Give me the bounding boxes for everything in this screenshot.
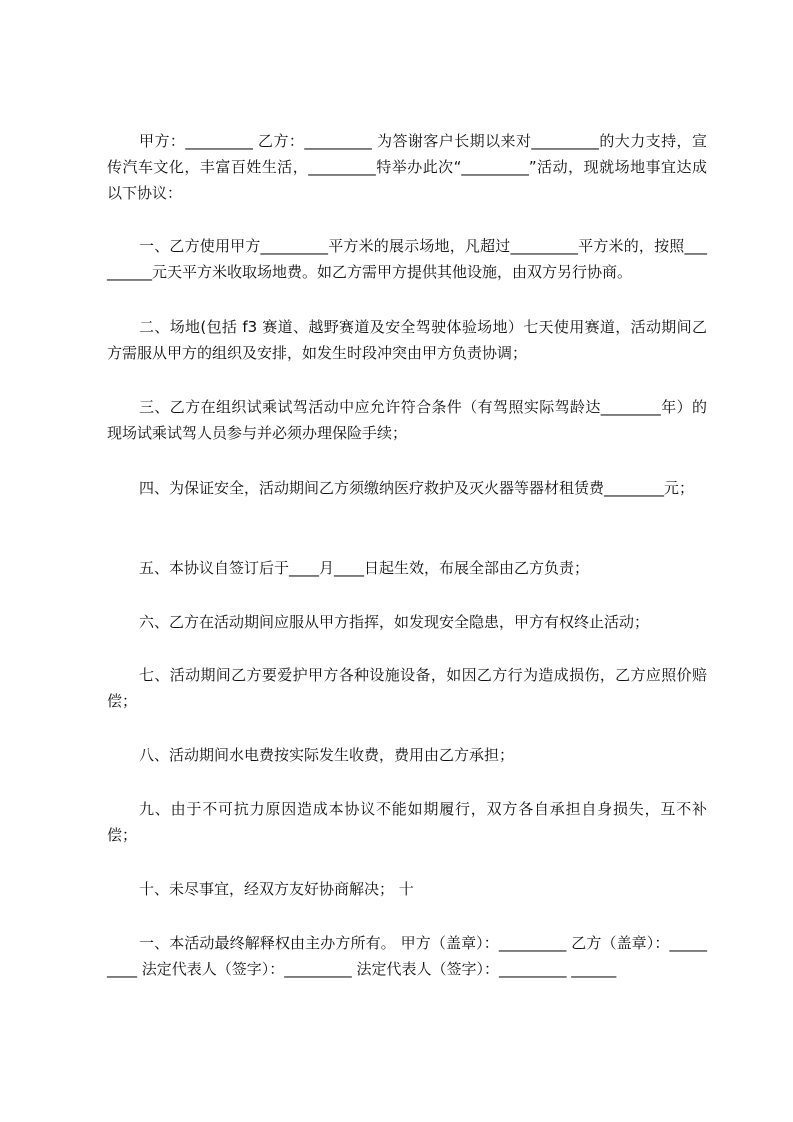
clause-1-paragraph: 一、乙方使用甲方_________平方米的展示场地，凡超过_________平方米的，按照_________元天平方米收取场地费。如乙方需甲方提供其他设施，由双方另行协商。 (107, 237, 707, 281)
clause-4-paragraph: 四、为保证安全，活动期间乙方须缴纳医疗救护及灭火器等器材租赁费________元； (139, 479, 695, 497)
clause-9-paragraph: 九、由于不可抗力原因造成本协议不能如期履行，双方各自承担自身损失，互不补偿； (107, 800, 707, 844)
clause-6-paragraph: 六、乙方在活动期间应服从甲方指挥，如发现安全隐患，甲方有权终止活动； (139, 613, 650, 631)
clause-7-paragraph: 七、活动期间乙方要爱护甲方各种设施设备，如因乙方行为造成损伤，乙方应照价赔偿； (107, 666, 707, 710)
clause-10-paragraph: 十、未尽事宜，经双方友好协商解决； 十 (139, 880, 414, 898)
final-clause-signature-paragraph: 一、本活动最终解释权由主办方所有。 甲方（盖章）：_________ 乙方（盖章）：_________ 法定代表人（签字）：_________ 法定代表人（签字）：_________ ______ (107, 934, 707, 978)
clause-2-paragraph: 二、场地(包括 f3 赛道、越野赛道及安全驾驶体验场地）七天使用赛道，活动期间乙方需服从甲方的组织及安排，如发生时段冲突由甲方负责协调； (107, 318, 707, 362)
preamble-paragraph: 甲方：_________ 乙方：_________ 为答谢客户长期以来对_________的大力支持，宣传汽车文化，丰富百姓生活，_________特举办此次“_________”活动，现就场地事宜达成以下协议： (107, 132, 707, 202)
clause-5-paragraph: 五、本协议自签订后于____月____日起生效，布展全部由乙方负责； (139, 559, 590, 577)
clause-8-paragraph: 八、活动期间水电费按实际发生收费，费用由乙方承担； (139, 746, 515, 764)
clause-3-paragraph: 三、乙方在组织试乘试驾活动中应允许符合条件（有驾照实际驾龄达________年）的现场试乘试驾人员参与并必须办理保险手续； (107, 398, 707, 442)
